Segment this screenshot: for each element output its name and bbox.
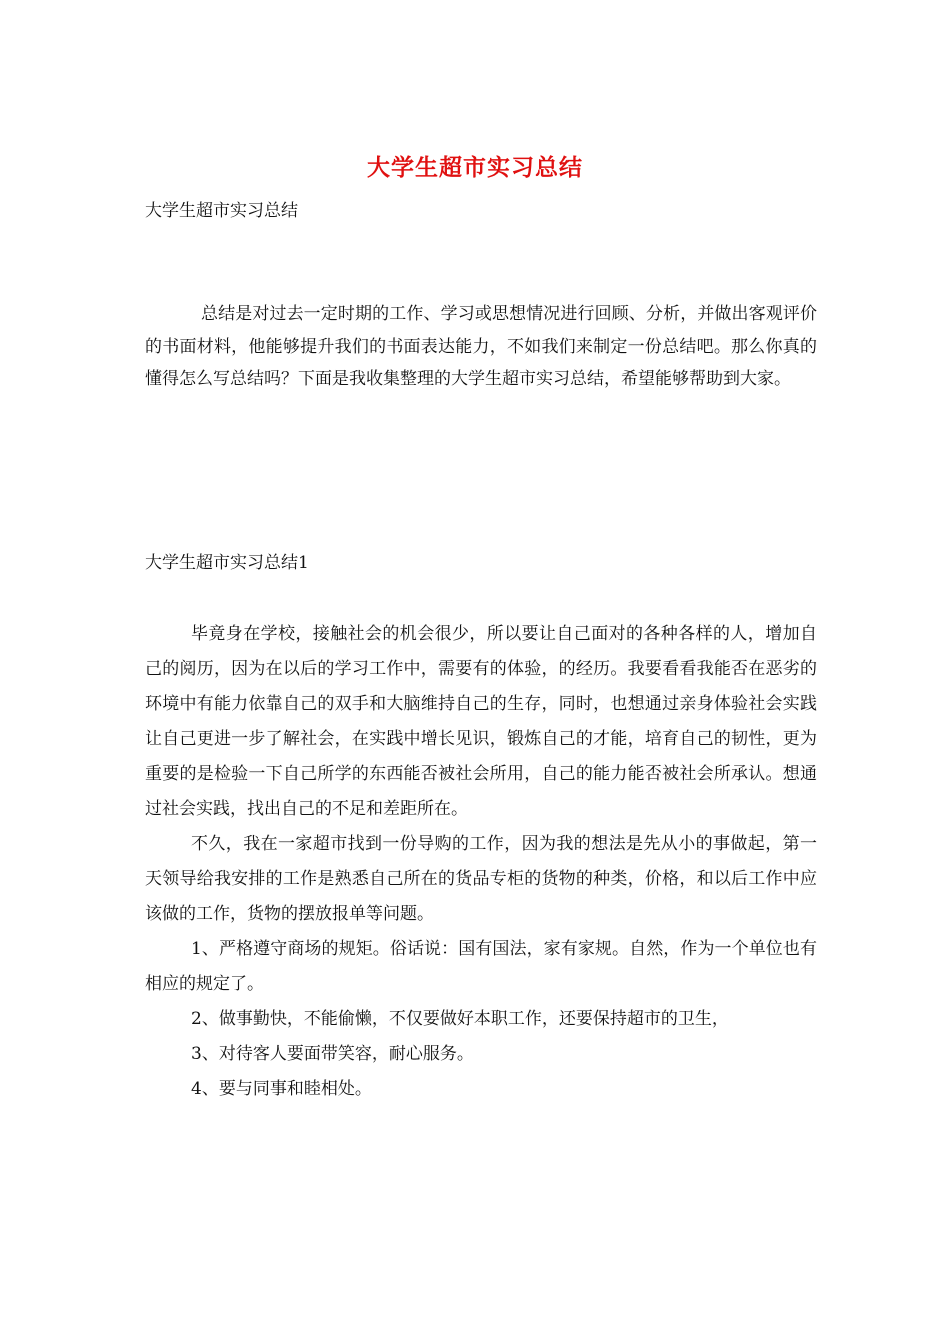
body-paragraph-1: 毕竟身在学校，接触社会的机会很少，所以要让自己面对的各种各样的人，增加自己的阅历，因为在以后的学习工作中，需要有的体验，的经历。我要看看我能否在恶劣的环境中有能力依靠自己的双手和大脑维持自己的生存，同时，也想通过亲身体验社会实践让自己更进一步了解社会，在实践中增长见识，锻炼自己的才能，培育自己的韧性，更为重要的是检验一下自己所学的东西能否被社会所用，自己的能力能否被社会所承认。想通过社会实践，找出自己的不足和差距所在。 xyxy=(145,624,817,819)
body-paragraph-2: 不久，我在一家超市找到一份导购的工作，因为我的想法是先从小的事做起，第一天领导给我安排的工作是熟悉自己所在的货品专柜的货物的种类，价格，和以后工作中应该做的工作，货物的摆放报单等问题。 xyxy=(145,834,817,924)
section-heading: 大学生超市实习总结1 xyxy=(145,553,309,573)
document-title: 大学生超市实习总结 xyxy=(367,154,583,181)
list-item-3: 3、对待客人要面带笑容，耐心服务。 xyxy=(191,1044,474,1064)
list-item-4: 4、要与同事和睦相处。 xyxy=(191,1079,372,1099)
document-subtitle: 大学生超市实习总结 xyxy=(145,201,298,221)
section-body xyxy=(145,617,817,1107)
intro-paragraph: 总结是对过去一定时期的工作、学习或思想情况进行回顾、分析，并做出客观评价的书面材料，他能够提升我们的书面表达能力，不如我们来制定一份总结吧。那么你真的懂得怎么写总结吗？下面是我收集整理的大学生超市实习总结，希望能够帮助到大家。 xyxy=(145,304,817,389)
list-item-1: 1、严格遵守商场的规矩。俗话说：国有国法，家有家规。自然，作为一个单位也有相应的规定了。 xyxy=(145,939,817,994)
list-item-2: 2、做事勤快，不能偷懒，不仅要做好本职工作，还要保持超市的卫生， xyxy=(191,1009,729,1029)
